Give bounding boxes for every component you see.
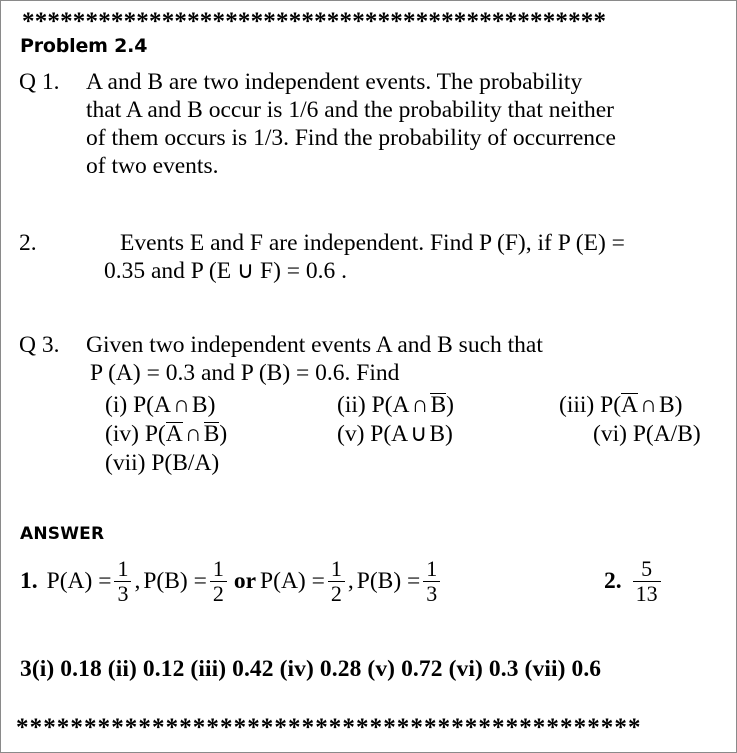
question-1-line-2: that A and B occur is 1/6 and the probability that neither — [86, 97, 614, 123]
question-1-line-3: of them occurs is 1/3. Find the probability of occurrence — [86, 125, 616, 151]
subpart-ii-suffix: ) — [446, 392, 454, 418]
subpart-iv — [105, 420, 337, 449]
intersection-symbol: ∩ — [172, 392, 190, 418]
question-3-line-1: Given two independent events A and B such that — [86, 332, 543, 358]
fraction-one-half-2 — [328, 557, 345, 606]
question-3 — [19, 331, 731, 387]
subparts-row-1 — [105, 391, 735, 420]
b-complement-overline: B — [430, 392, 447, 418]
answer-2 — [604, 557, 664, 606]
question-3-text — [86, 331, 731, 387]
question-3-subparts — [105, 391, 735, 478]
b-complement-overline: B — [203, 421, 220, 447]
answer-section-title: ANSWER — [20, 524, 105, 544]
question-2 — [19, 229, 731, 285]
subpart-i-suffix: B) — [191, 392, 216, 418]
fraction-one-third-2 — [423, 557, 440, 606]
answer-1-pb-label: P(B) = — [143, 567, 207, 594]
denominator: 2 — [210, 581, 227, 606]
fraction-one-third — [114, 557, 131, 606]
question-1-text — [86, 68, 731, 180]
question-1 — [19, 68, 731, 180]
top-star-separator: ********************************************** — [22, 8, 607, 35]
answer-1-pa2-label: P(A) = — [260, 567, 325, 594]
question-1-line-1: A and B are two independent events. The probability — [86, 69, 583, 95]
subpart-iv-prefix: P( — [144, 421, 166, 447]
question-3-label: Q 3. — [19, 332, 60, 358]
intersection-symbol: ∩ — [411, 392, 429, 418]
answer-1-or: or — [233, 567, 257, 594]
numerator: 1 — [330, 556, 342, 581]
subpart-vi-text: P(A/B) — [632, 421, 701, 447]
subpart-iii — [559, 391, 683, 420]
fraction-one-half — [210, 557, 227, 606]
denominator: 13 — [633, 581, 661, 606]
question-1-line-4: of two events. — [86, 153, 219, 179]
union-symbol: ∪ — [410, 421, 428, 447]
subpart-vi-tag: (vi) — [593, 421, 627, 447]
bottom-star-separator: ********************************************** — [16, 714, 642, 741]
subparts-row-2 — [105, 420, 735, 449]
subparts-row-3 — [105, 449, 735, 478]
subpart-iv-tag: (iv) — [105, 421, 139, 447]
subpart-iii-tag: (iii) — [559, 392, 595, 418]
denominator: 3 — [114, 581, 131, 606]
denominator: 3 — [423, 581, 440, 606]
subpart-vii — [105, 449, 337, 478]
a-complement-overline: A — [621, 392, 639, 418]
subpart-v-tag: (v) — [337, 421, 365, 447]
subpart-iv-suffix: ) — [219, 421, 228, 447]
numerator: 1 — [426, 556, 438, 581]
subpart-i-tag: (i) — [105, 392, 128, 418]
subpart-v-prefix: P(A — [370, 421, 409, 447]
answer-1-expression — [47, 557, 444, 606]
question-2-label: 2. — [19, 230, 37, 256]
intersection-symbol: ∩ — [184, 421, 202, 447]
numerator: 1 — [117, 556, 129, 581]
numerator: 1 — [212, 556, 224, 581]
subpart-ii-prefix: P(A — [371, 392, 410, 418]
subpart-vii-text: P(B/A) — [151, 450, 220, 476]
answer-1-number: 1. — [20, 567, 38, 594]
question-1-label: Q 1. — [19, 69, 60, 95]
subpart-v — [337, 420, 593, 449]
denominator: 2 — [328, 581, 345, 606]
answer-1-pa-label: P(A) = — [46, 567, 112, 594]
subpart-i — [105, 391, 337, 420]
subpart-v-suffix: B) — [429, 421, 453, 447]
subpart-vii-tag: (vii) — [105, 450, 146, 476]
answer-3: 3(i) 0.18 (ii) 0.12 (iii) 0.42 (iv) 0.28 (v) 0.72 (vi) 0.3 (vii) 0.6 — [20, 656, 602, 682]
subpart-ii-tag: (ii) — [337, 392, 366, 418]
subpart-vi — [593, 420, 701, 449]
intersection-symbol: ∩ — [640, 392, 657, 418]
answer-1-pb2-label: P(B) = — [356, 567, 421, 594]
subpart-i-prefix: P(A — [133, 392, 171, 418]
page-title: Problem 2.4 — [20, 35, 148, 57]
a-complement-overline: A — [165, 421, 183, 447]
subpart-ii — [337, 391, 559, 420]
numerator: 5 — [641, 556, 653, 581]
answer-2-number: 2. — [604, 567, 622, 594]
subpart-iii-suffix: B) — [659, 392, 683, 418]
question-2-text — [104, 229, 731, 285]
answer-1-comma-2: , — [347, 567, 354, 594]
fraction-five-thirteenths — [633, 557, 661, 606]
question-2-line-1: Events E and F are independent. Find P (F), if P (E) = — [120, 230, 625, 256]
subpart-iii-prefix: P( — [600, 392, 622, 418]
answer-1-comma: , — [134, 567, 141, 594]
question-2-line-2: 0.35 and P (E ∪ F) = 0.6 . — [104, 258, 348, 284]
question-3-line-2: P (A) = 0.3 and P (B) = 0.6. Find — [90, 360, 400, 386]
